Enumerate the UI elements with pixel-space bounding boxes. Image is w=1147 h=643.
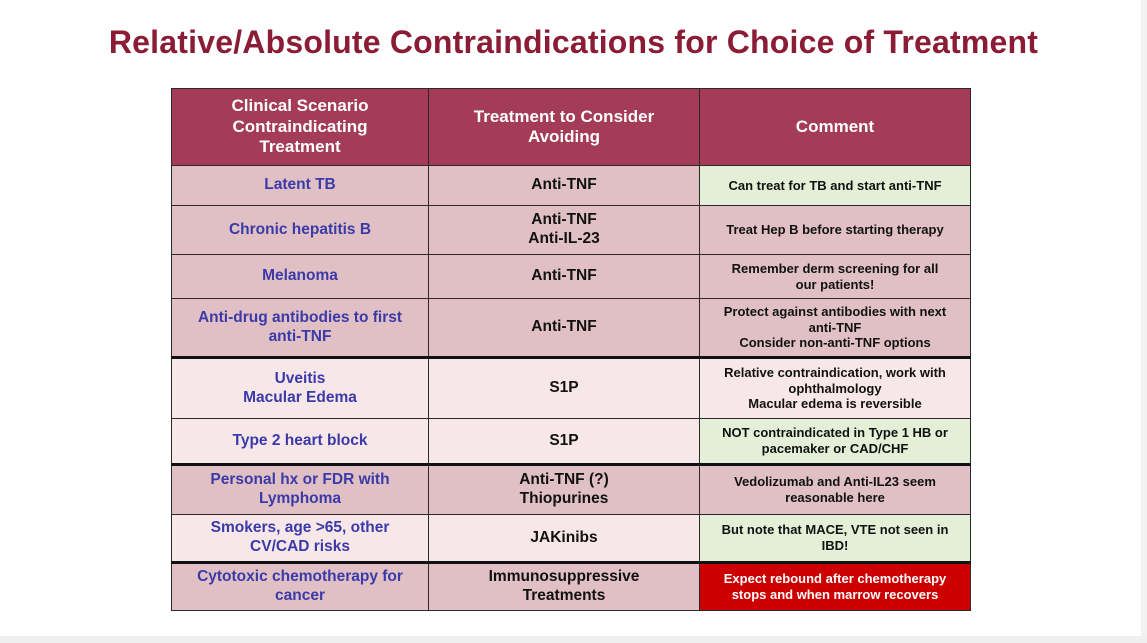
table-row [172, 255, 971, 299]
treatment-cell: S1P [429, 419, 700, 465]
contraindications-table [171, 88, 971, 611]
comment-cell: Relative contraindication, work with ophthalmology Macular edema is reversible [700, 358, 971, 419]
table-row [172, 299, 971, 358]
slide-title: Relative/Absolute Contraindications for Choice of Treatment [108, 24, 1039, 60]
treatment-cell: Anti-TNF Anti-IL-23 [429, 206, 700, 255]
treatment-cell: Anti-TNF [429, 299, 700, 358]
comment-cell: Protect against antibodies with next anti-TNF Consider non-anti-TNF options [700, 299, 971, 358]
comment-cell-warning: Expect rebound after chemotherapy stops and when marrow recovers [700, 563, 971, 611]
scenario-cell: Cytotoxic chemotherapy for cancer [172, 563, 429, 611]
scenario-cell: Personal hx or FDR with Lymphoma [172, 465, 429, 515]
table-row [172, 166, 971, 206]
scenario-cell: Anti-drug antibodies to first anti-TNF [172, 299, 429, 358]
treatment-cell: Immunosuppressive Treatments [429, 563, 700, 611]
scenario-cell: Type 2 heart block [172, 419, 429, 465]
treatment-cell: Anti-TNF (?) Thiopurines [429, 465, 700, 515]
comment-cell: Vedolizumab and Anti-IL23 seem reasonable here [700, 465, 971, 515]
comment-cell: But note that MACE, VTE not seen in IBD! [700, 515, 971, 563]
treatment-cell: Anti-TNF [429, 166, 700, 206]
scenario-cell: Latent TB [172, 166, 429, 206]
table-row [172, 465, 971, 515]
treatment-cell: Anti-TNF [429, 255, 700, 299]
comment-cell: NOT contraindicated in Type 1 HB or pacemaker or CAD/CHF [700, 419, 971, 465]
scenario-cell: Chronic hepatitis B [172, 206, 429, 255]
scenario-cell: Uveitis Macular Edema [172, 358, 429, 419]
comment-cell: Treat Hep B before starting therapy [700, 206, 971, 255]
treatment-cell: JAKinibs [429, 515, 700, 563]
scenario-cell: Smokers, age >65, other CV/CAD risks [172, 515, 429, 563]
slide-bottom-edge [0, 636, 1147, 643]
comment-cell: Remember derm screening for all our patients! [700, 255, 971, 299]
header-clinical-scenario: Clinical Scenario Contraindicating Treatment [172, 89, 429, 166]
table-row [172, 563, 971, 611]
table-row [172, 515, 971, 563]
slide-edge [1141, 0, 1147, 643]
comment-cell: Can treat for TB and start anti-TNF [700, 166, 971, 206]
table-row [172, 358, 971, 419]
table-row [172, 419, 971, 465]
treatment-cell: S1P [429, 358, 700, 419]
header-comment: Comment [700, 89, 971, 166]
scenario-cell: Melanoma [172, 255, 429, 299]
header-row [172, 89, 971, 166]
header-treatment-to-avoid: Treatment to Consider Avoiding [429, 89, 700, 166]
table-row [172, 206, 971, 255]
